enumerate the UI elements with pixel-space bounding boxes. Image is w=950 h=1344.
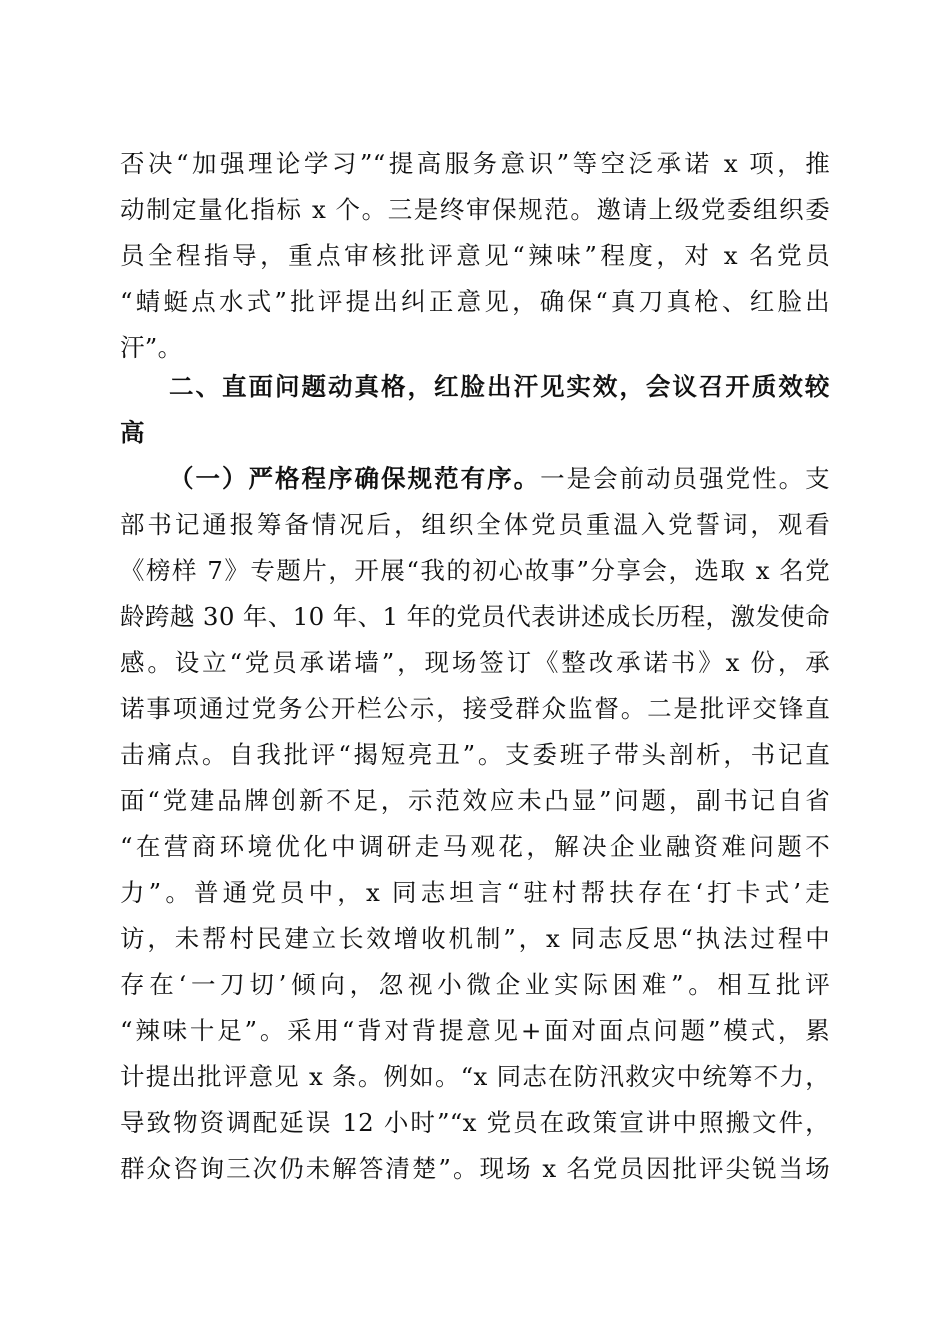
paragraph-2-line-12: 存在‘一刀切’倾向，忽视小微企业实际困难”。相互批评	[120, 970, 830, 999]
paragraph-1-line-1: 否决“加强理论学习”“提高服务意识”等空泛承诺 x 项，推	[120, 149, 830, 178]
paragraph-1-line-5: 汗”。	[120, 333, 183, 362]
section-heading-line-2: 高	[120, 418, 146, 447]
paragraph-2-line-9: “在营商环境优化中调研走马观花，解决企业融资难问题不	[120, 832, 830, 861]
paragraph-2-line-16: 群众咨询三次仍未解答清楚”。现场 x 名党员因批评尖锐当场	[120, 1154, 830, 1183]
section-heading-line-1: 二、直面问题动真格，红脸出汗见实效，会议召开质效较	[169, 372, 830, 401]
paragraph-2-line-14: 计提出批评意见 x 条。例如。“x 同志在防汛救灾中统筹不力，	[120, 1062, 830, 1091]
paragraph-2-line-2: 部书记通报筹备情况后，组织全体党员重温入党誓词，观看	[120, 510, 830, 539]
paragraph-2-line-1	[169, 464, 830, 494]
paragraph-2-line-4: 龄跨越 30 年、10 年、1 年的党员代表讲述成长历程，激发使命	[120, 602, 830, 631]
paragraph-1-line-3: 员全程指导，重点审核批评意见“辣味”程度，对 x 名党员	[120, 241, 830, 270]
paragraph-1-line-4: “蜻蜓点水式”批评提出纠正意见，确保“真刀真枪、红脸出	[120, 287, 830, 316]
paragraph-2-line-10: 力”。普通党员中，x 同志坦言“驻村帮扶存在‘打卡式’走	[120, 878, 830, 907]
paragraph-2-line-5: 感。设立“党员承诺墙”，现场签订《整改承诺书》x 份，承	[120, 648, 830, 677]
paragraph-2-lead: （一）严格程序确保规范有序。	[169, 464, 541, 493]
paragraph-2-line-7: 击痛点。自我批评“揭短亮丑”。支委班子带头剖析，书记直	[120, 740, 830, 769]
paragraph-2-line-6: 诺事项通过党务公开栏公示，接受群众监督。二是批评交锋直	[120, 694, 830, 723]
paragraph-2-line-15: 导致物资调配延误 12 小时”“x 党员在政策宣讲中照搬文件，	[120, 1108, 830, 1137]
paragraph-1-line-2: 动制定量化指标 x 个。三是终审保规范。邀请上级党委组织委	[120, 195, 830, 224]
paragraph-2-first-line-rest: 一是会前动员强党性。支	[540, 464, 830, 493]
paragraph-2-line-13: “辣味十足”。采用“背对背提意见+面对面点问题”模式，累	[120, 1016, 830, 1045]
paragraph-2-line-11: 访，未帮村民建立长效增收机制”，x 同志反思“执法过程中	[120, 924, 830, 953]
paragraph-2-line-8: 面“党建品牌创新不足，示范效应未凸显”问题，副书记自省	[120, 786, 830, 815]
paragraph-2-line-3: 《榜样 7》专题片，开展“我的初心故事”分享会，选取 x 名党	[120, 556, 830, 585]
